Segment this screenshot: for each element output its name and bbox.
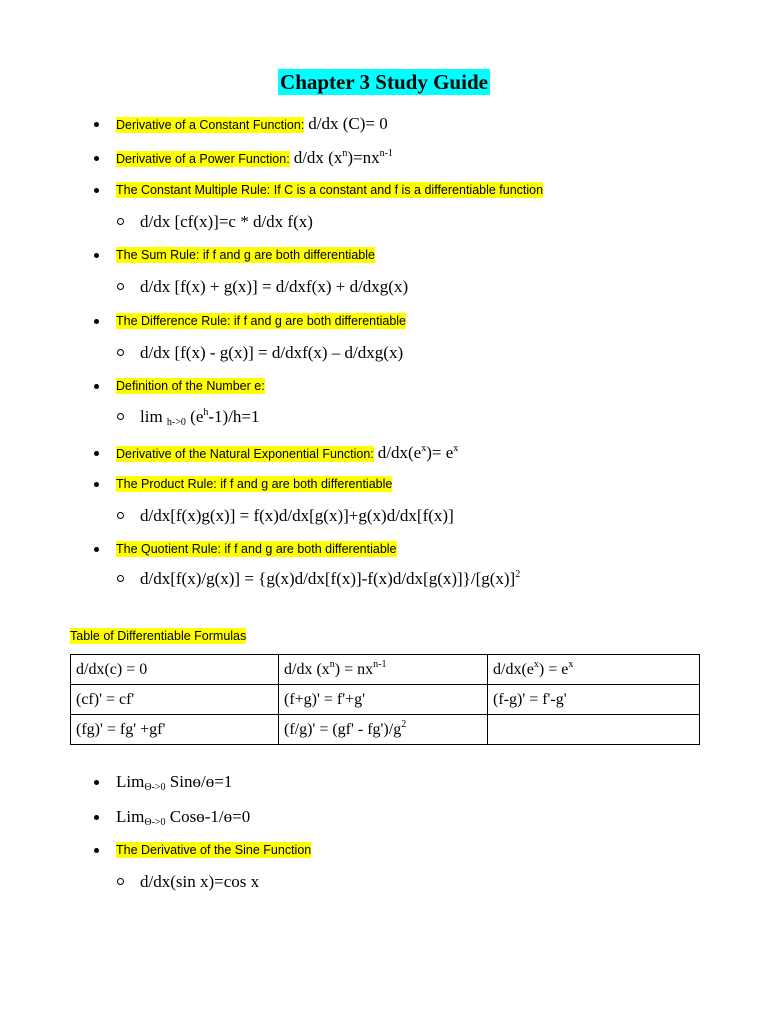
formula-table (70, 654, 700, 745)
table-cell: d/dx(c) = 0 (71, 655, 279, 685)
table-row (71, 685, 700, 715)
item-label: The Constant Multiple Rule: If C is a constant and f is a differentiable function (116, 183, 544, 197)
item-label: The Derivative of the Sine Function (116, 843, 312, 857)
table-row (71, 655, 700, 685)
table-cell: $d/dx(e^x) = e^x$ (488, 655, 700, 685)
bullet-dot (94, 547, 99, 552)
item-formula: d/dx $(x^n)=nx^{n-1}$ (293, 148, 393, 167)
bullet-dot (94, 253, 99, 258)
bullet-dot (94, 188, 99, 193)
item-label: Derivative of a Constant Function: (116, 118, 305, 132)
item-formula: lim $_{h->0}$ $(e^h-1)/h=1$ (140, 407, 260, 428)
item-label: The Quotient Rule: if f and g are both differentiable (116, 542, 397, 556)
item-formula: Lim$_{\Theta->0}$ Cosɵ-1/ɵ=0 (116, 807, 251, 828)
table-cell: (f+g)' = f'+g' (279, 685, 488, 715)
bullet-dot (94, 482, 99, 487)
item-formula: d/dx(sin x)=cos x (140, 872, 260, 891)
sub-bullet-circle (117, 413, 124, 420)
item-label: The Product Rule: if f and g are both differentiable (116, 477, 393, 491)
item-formula: d/dx [f(x) + g(x)] = d/dxf(x) + d/dxg(x) (140, 277, 409, 296)
item-formula: $d/dx(e^x)= e^x$ (377, 443, 459, 462)
bullet-dot (94, 451, 99, 456)
item-formula: d/dx (C)= 0 (308, 114, 388, 133)
table-caption: Table of Differentiable Formulas (70, 629, 247, 643)
item-label: Derivative of the Natural Exponential Function: (116, 447, 374, 461)
item-formula: d/dx[f(x)g(x)] = f(x)d/dx[g(x)]+g(x)d/dx[f(x)] (140, 506, 454, 525)
sub-bullet-circle (117, 512, 124, 519)
bullet-dot (94, 815, 99, 820)
page-title (0, 70, 768, 95)
bullet-dot (94, 156, 99, 161)
item-formula: $d/dx[f(x)/g(x)] = \{g(x)d/dx[f(x)]-f(x)d/dx[g(x)]\}/[g(x)]^2$ (140, 569, 521, 588)
bullet-dot (94, 384, 99, 389)
item-label: The Difference Rule: if f and g are both differentiable (116, 314, 406, 328)
item-label: Definition of the Number e: (116, 379, 265, 393)
sub-bullet-circle (117, 575, 124, 582)
bullet-dot (94, 848, 99, 853)
sub-bullet-circle (117, 283, 124, 290)
sub-bullet-circle (117, 218, 124, 225)
item-formula: Lim$_{\Theta->0}$ Sinɵ/ɵ=1 (116, 772, 233, 793)
table-cell: (fg)' = fg' +gf' (71, 715, 279, 745)
title-text: Chapter 3 Study Guide (280, 70, 488, 94)
table-cell: $(f/g)' = (gf' - fg')/g^2$ (279, 715, 488, 745)
table-cell: (f-g)' = f'-g' (488, 685, 700, 715)
table-cell: d/dx $(x^n) = nx^{n-1}$ (279, 655, 488, 685)
table-row (71, 715, 700, 745)
item-label: The Sum Rule: if f and g are both differentiable (116, 248, 375, 262)
item-formula: d/dx [cf(x)]=c * d/dx f(x) (140, 212, 313, 231)
bullet-dot (94, 122, 99, 127)
bullet-dot (94, 319, 99, 324)
table-cell: (cf)' = cf' (71, 685, 279, 715)
item-formula: d/dx [f(x) - g(x)] = d/dxf(x) – d/dxg(x) (140, 343, 404, 362)
table-cell (488, 715, 700, 745)
item-label: Derivative of a Power Function: (116, 152, 290, 166)
bullet-dot (94, 780, 99, 785)
sub-bullet-circle (117, 878, 124, 885)
sub-bullet-circle (117, 349, 124, 356)
